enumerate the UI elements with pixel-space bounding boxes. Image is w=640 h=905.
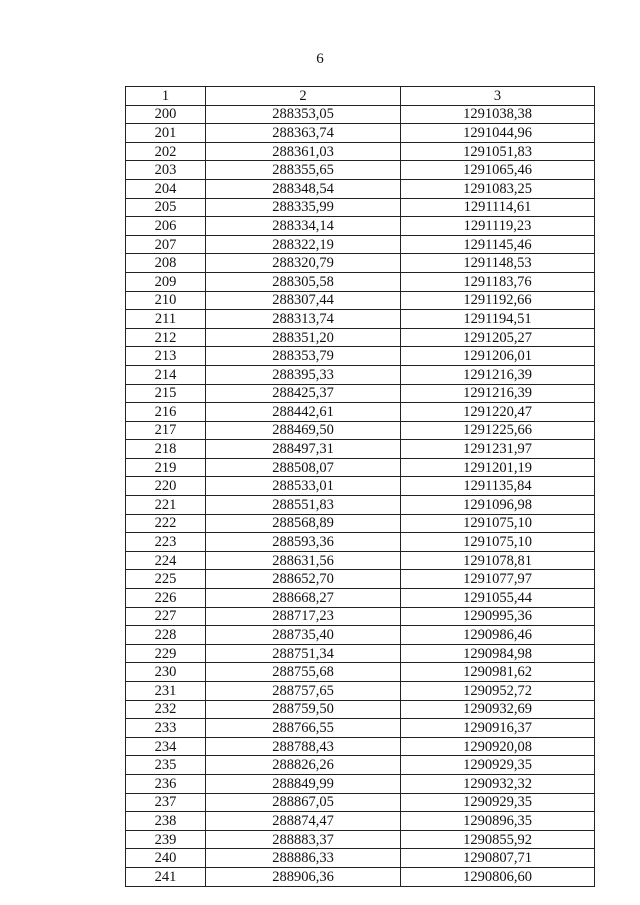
cell-x-coordinate: 288788,43 [206,737,401,756]
cell-x-coordinate: 288335,99 [206,198,401,217]
column-header-x: 2 [206,87,401,106]
cell-y-coordinate: 1291216,39 [401,384,595,403]
cell-y-coordinate: 1290929,35 [401,756,595,775]
cell-point-number: 221 [126,496,206,515]
cell-x-coordinate: 288874,47 [206,812,401,831]
table-row [126,310,595,329]
table-row [126,291,595,310]
cell-x-coordinate: 288361,03 [206,142,401,161]
table-body [126,105,595,886]
cell-y-coordinate: 1290995,36 [401,607,595,626]
cell-point-number: 232 [126,700,206,719]
cell-x-coordinate: 288497,31 [206,440,401,459]
cell-y-coordinate: 1291135,84 [401,477,595,496]
cell-y-coordinate: 1290896,35 [401,812,595,831]
cell-y-coordinate: 1290932,32 [401,774,595,793]
table-row [126,700,595,719]
cell-y-coordinate: 1291077,97 [401,570,595,589]
cell-x-coordinate: 288906,36 [206,867,401,886]
cell-point-number: 212 [126,328,206,347]
cell-point-number: 209 [126,272,206,291]
cell-x-coordinate: 288883,37 [206,830,401,849]
cell-x-coordinate: 288305,58 [206,272,401,291]
cell-y-coordinate: 1291083,25 [401,179,595,198]
table-row [126,867,595,886]
column-header-y: 3 [401,87,595,106]
page-number: 6 [316,51,324,67]
cell-x-coordinate: 288886,33 [206,849,401,868]
table-row [126,644,595,663]
table-row [126,217,595,236]
cell-y-coordinate: 1291192,66 [401,291,595,310]
cell-x-coordinate: 288717,23 [206,607,401,626]
cell-y-coordinate: 1290929,35 [401,793,595,812]
cell-point-number: 204 [126,179,206,198]
cell-x-coordinate: 288652,70 [206,570,401,589]
table-row [126,514,595,533]
cell-y-coordinate: 1290984,98 [401,644,595,663]
cell-point-number: 206 [126,217,206,236]
cell-point-number: 228 [126,626,206,645]
cell-y-coordinate: 1290986,46 [401,626,595,645]
table-row [126,496,595,515]
table-row [126,793,595,812]
table-row [126,272,595,291]
table-row [126,812,595,831]
cell-point-number: 239 [126,830,206,849]
cell-x-coordinate: 288735,40 [206,626,401,645]
cell-point-number: 208 [126,254,206,273]
cell-x-coordinate: 288348,54 [206,179,401,198]
table-row [126,737,595,756]
cell-x-coordinate: 288759,50 [206,700,401,719]
cell-x-coordinate: 288334,14 [206,217,401,236]
cell-point-number: 214 [126,365,206,384]
table-row [126,570,595,589]
cell-point-number: 241 [126,867,206,886]
cell-y-coordinate: 1291225,66 [401,421,595,440]
cell-x-coordinate: 288751,34 [206,644,401,663]
table-row [126,161,595,180]
table-row [126,105,595,124]
table-row [126,830,595,849]
cell-y-coordinate: 1291114,61 [401,198,595,217]
table-row [126,589,595,608]
table-row [126,663,595,682]
cell-x-coordinate: 288353,05 [206,105,401,124]
cell-point-number: 237 [126,793,206,812]
table-row [126,365,595,384]
cell-point-number: 230 [126,663,206,682]
cell-point-number: 224 [126,551,206,570]
table-header-row [126,87,595,106]
table-row [126,403,595,422]
cell-y-coordinate: 1290806,60 [401,867,595,886]
cell-y-coordinate: 1291096,98 [401,496,595,515]
cell-y-coordinate: 1291051,83 [401,142,595,161]
cell-x-coordinate: 288867,05 [206,793,401,812]
cell-point-number: 223 [126,533,206,552]
cell-point-number: 211 [126,310,206,329]
cell-y-coordinate: 1291201,19 [401,458,595,477]
cell-point-number: 235 [126,756,206,775]
cell-y-coordinate: 1291075,10 [401,533,595,552]
table-row [126,533,595,552]
cell-point-number: 205 [126,198,206,217]
table-row [126,607,595,626]
cell-point-number: 229 [126,644,206,663]
cell-x-coordinate: 288668,27 [206,589,401,608]
cell-y-coordinate: 1290855,92 [401,830,595,849]
cell-y-coordinate: 1291119,23 [401,217,595,236]
cell-x-coordinate: 288355,65 [206,161,401,180]
cell-x-coordinate: 288320,79 [206,254,401,273]
column-header-number: 1 [126,87,206,106]
cell-y-coordinate: 1290807,71 [401,849,595,868]
cell-x-coordinate: 288469,50 [206,421,401,440]
cell-point-number: 238 [126,812,206,831]
cell-x-coordinate: 288508,07 [206,458,401,477]
table-row [126,198,595,217]
cell-y-coordinate: 1291044,96 [401,124,595,143]
cell-point-number: 213 [126,347,206,366]
cell-y-coordinate: 1291038,38 [401,105,595,124]
cell-point-number: 202 [126,142,206,161]
cell-point-number: 225 [126,570,206,589]
cell-point-number: 203 [126,161,206,180]
cell-point-number: 216 [126,403,206,422]
table-row [126,477,595,496]
cell-point-number: 215 [126,384,206,403]
table-row [126,384,595,403]
cell-point-number: 210 [126,291,206,310]
cell-x-coordinate: 288593,36 [206,533,401,552]
cell-point-number: 236 [126,774,206,793]
cell-point-number: 233 [126,719,206,738]
cell-x-coordinate: 288322,19 [206,235,401,254]
cell-y-coordinate: 1291183,76 [401,272,595,291]
cell-y-coordinate: 1291078,81 [401,551,595,570]
table-row [126,626,595,645]
cell-point-number: 220 [126,477,206,496]
cell-point-number: 227 [126,607,206,626]
table-row [126,328,595,347]
table-row [126,756,595,775]
cell-x-coordinate: 288307,44 [206,291,401,310]
cell-y-coordinate: 1291075,10 [401,514,595,533]
cell-y-coordinate: 1291220,47 [401,403,595,422]
table-row [126,458,595,477]
cell-y-coordinate: 1290981,62 [401,663,595,682]
cell-x-coordinate: 288631,56 [206,551,401,570]
table-row [126,774,595,793]
cell-x-coordinate: 288313,74 [206,310,401,329]
table-row [126,142,595,161]
cell-y-coordinate: 1291145,46 [401,235,595,254]
cell-point-number: 217 [126,421,206,440]
cell-y-coordinate: 1291148,53 [401,254,595,273]
cell-x-coordinate: 288533,01 [206,477,401,496]
table-row [126,254,595,273]
cell-point-number: 207 [126,235,206,254]
cell-point-number: 222 [126,514,206,533]
cell-y-coordinate: 1290916,37 [401,719,595,738]
cell-point-number: 240 [126,849,206,868]
cell-point-number: 200 [126,105,206,124]
cell-y-coordinate: 1291194,51 [401,310,595,329]
table-row [126,421,595,440]
cell-y-coordinate: 1291055,44 [401,589,595,608]
cell-point-number: 218 [126,440,206,459]
cell-y-coordinate: 1291231,97 [401,440,595,459]
cell-x-coordinate: 288849,99 [206,774,401,793]
cell-x-coordinate: 288351,20 [206,328,401,347]
cell-y-coordinate: 1290920,08 [401,737,595,756]
cell-point-number: 231 [126,682,206,701]
coordinates-table [125,86,595,887]
table-row [126,347,595,366]
table-row [126,682,595,701]
cell-x-coordinate: 288551,83 [206,496,401,515]
cell-x-coordinate: 288826,26 [206,756,401,775]
cell-x-coordinate: 288442,61 [206,403,401,422]
cell-point-number: 219 [126,458,206,477]
cell-x-coordinate: 288757,65 [206,682,401,701]
cell-x-coordinate: 288425,37 [206,384,401,403]
table-row [126,551,595,570]
cell-x-coordinate: 288363,74 [206,124,401,143]
cell-x-coordinate: 288568,89 [206,514,401,533]
table-row [126,235,595,254]
cell-y-coordinate: 1291206,01 [401,347,595,366]
cell-x-coordinate: 288353,79 [206,347,401,366]
table-row [126,719,595,738]
cell-point-number: 234 [126,737,206,756]
cell-y-coordinate: 1291205,27 [401,328,595,347]
table-row [126,179,595,198]
cell-y-coordinate: 1290932,69 [401,700,595,719]
cell-x-coordinate: 288755,68 [206,663,401,682]
cell-point-number: 226 [126,589,206,608]
table-row [126,440,595,459]
cell-y-coordinate: 1290952,72 [401,682,595,701]
cell-x-coordinate: 288395,33 [206,365,401,384]
table-row [126,849,595,868]
cell-x-coordinate: 288766,55 [206,719,401,738]
cell-y-coordinate: 1291216,39 [401,365,595,384]
cell-y-coordinate: 1291065,46 [401,161,595,180]
table-row [126,124,595,143]
cell-point-number: 201 [126,124,206,143]
